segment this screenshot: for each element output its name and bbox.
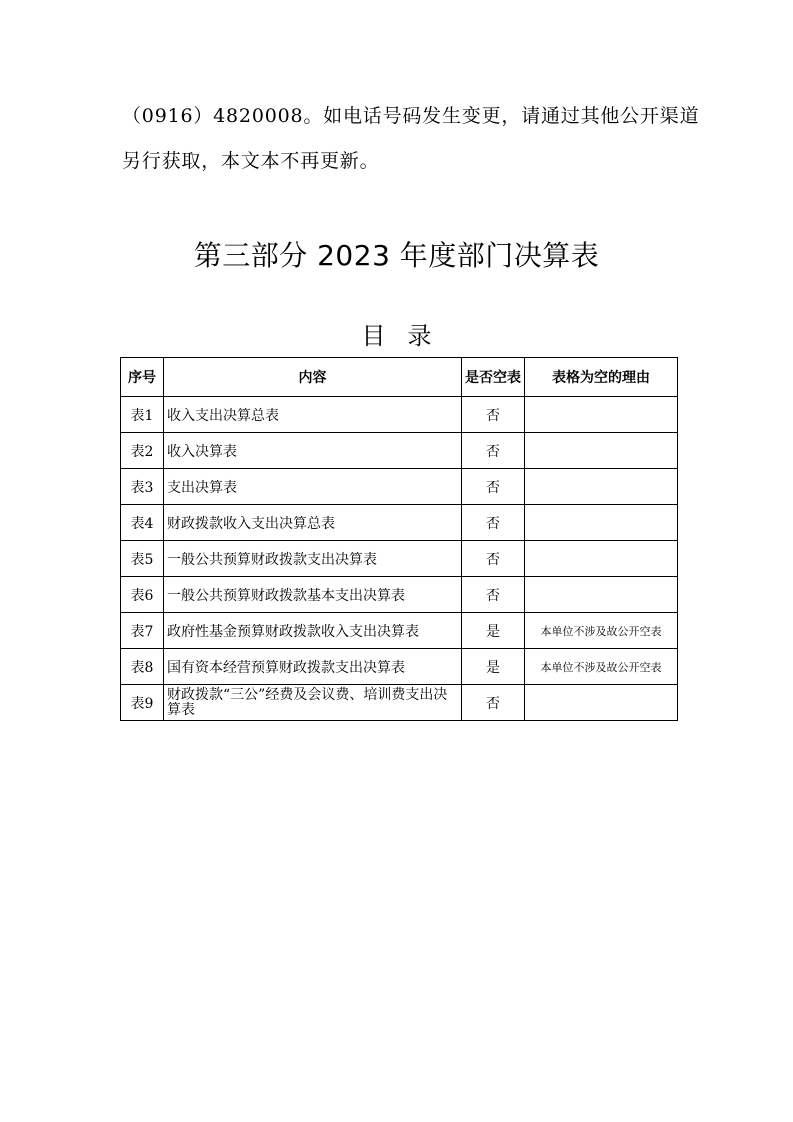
- row-content: 一般公共预算财政拨款基本支出决算表: [164, 577, 462, 613]
- row-content: 一般公共预算财政拨款支出决算表: [164, 541, 462, 577]
- row-content: 支出决算表: [164, 469, 462, 505]
- row-is-empty: 否: [462, 685, 525, 721]
- row-no: 表1: [121, 397, 164, 433]
- row-no: 表7: [121, 613, 164, 649]
- table-row: [121, 397, 678, 433]
- table-row: [121, 433, 678, 469]
- row-no: 表9: [121, 685, 164, 721]
- row-reason: [525, 685, 678, 721]
- table-row: [121, 541, 678, 577]
- row-reason: 本单位不涉及故公开空表: [525, 613, 678, 649]
- row-content: 政府性基金预算财政拨款收入支出决算表: [164, 613, 462, 649]
- row-content: 收入决算表: [164, 433, 462, 469]
- table-row: [121, 613, 678, 649]
- row-no: 表8: [121, 649, 164, 685]
- header-content: 内容: [164, 358, 462, 397]
- row-reason: 本单位不涉及故公开空表: [525, 649, 678, 685]
- toc-table: [120, 357, 678, 721]
- part-title: 第三部分 2023 年度部门决算表: [193, 239, 600, 272]
- row-content: 财政拨款收入支出决算总表: [164, 505, 462, 541]
- row-reason: [525, 433, 678, 469]
- body-text-line-2: 另行获取，本文本不再更新。: [122, 150, 380, 172]
- row-reason: [525, 469, 678, 505]
- row-no: 表3: [121, 469, 164, 505]
- table-header-row: [121, 358, 678, 397]
- row-reason: [525, 541, 678, 577]
- row-content: 财政拨款“三公”经费及会议费、培训费支出决算表: [164, 685, 462, 721]
- row-reason: [525, 577, 678, 613]
- row-no: 表4: [121, 505, 164, 541]
- table-row: [121, 649, 678, 685]
- row-no: 表6: [121, 577, 164, 613]
- table-row: [121, 505, 678, 541]
- header-no: 序号: [121, 358, 164, 397]
- row-reason: [525, 397, 678, 433]
- row-content: 收入支出决算总表: [164, 397, 462, 433]
- row-is-empty: 否: [462, 433, 525, 469]
- row-is-empty: 否: [462, 397, 525, 433]
- row-content: 国有资本经营预算财政拨款支出决算表: [164, 649, 462, 685]
- row-reason: [525, 505, 678, 541]
- table-row: [121, 577, 678, 613]
- row-no: 表2: [121, 433, 164, 469]
- row-is-empty: 否: [462, 541, 525, 577]
- table-row: [121, 469, 678, 505]
- header-is-empty: 是否空表: [462, 358, 525, 397]
- row-is-empty: 否: [462, 577, 525, 613]
- table-row: [121, 685, 678, 721]
- row-is-empty: 否: [462, 505, 525, 541]
- row-is-empty: 否: [462, 469, 525, 505]
- header-reason: 表格为空的理由: [525, 358, 678, 397]
- body-text-line-1: （0916）4820008。如电话号码发生变更，请通过其他公开渠道: [122, 105, 700, 127]
- row-is-empty: 是: [462, 613, 525, 649]
- row-is-empty: 是: [462, 649, 525, 685]
- row-no: 表5: [121, 541, 164, 577]
- toc-title: 目录: [361, 322, 454, 350]
